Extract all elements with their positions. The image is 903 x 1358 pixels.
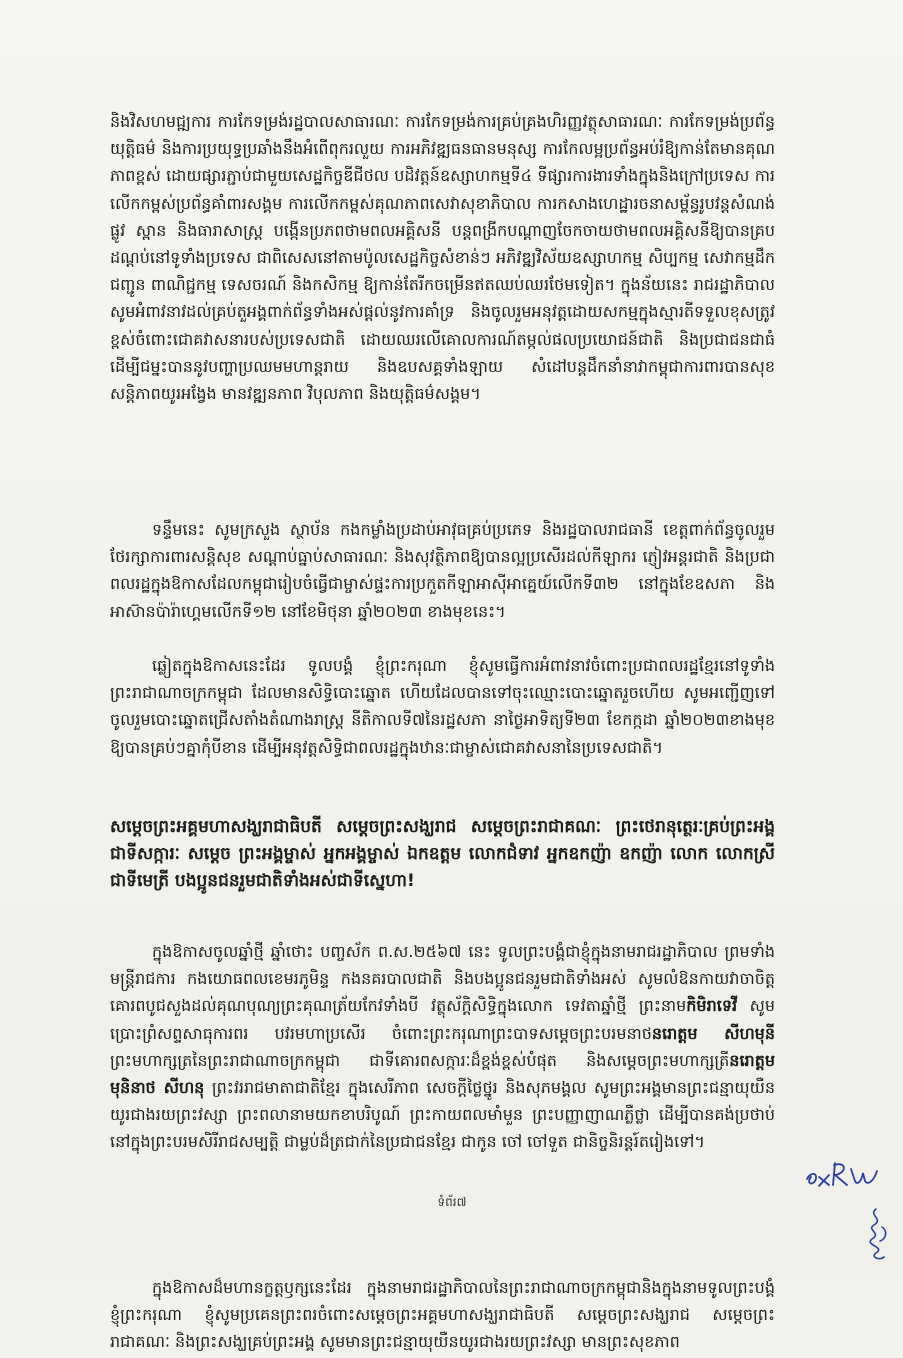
paragraph-5-part-a: ក្នុងឱកាសចូលឆ្នាំថ្មី ឆ្នាំថោះ បញ្ចស័ក ព.ស.២៥៦៧ នេះ ទូលព្រះបង្គំជាខ្ញុំក្នុងនាមរាជរដ្ឋាភិបាល ព្រមទាំងមន្ត្រីរាជការ កងយោធពលខេមរភូមិន្ទ កងនគរបាលជាតិ និងបងប្អូនជនរួមជាតិទាំងអស់ សូមលំឱនកាយវាចាចិត្ត គោរពបូជសួងដល់គុណបុណ្យព្រះគុណត្រ័យកែវទាំងបី វត្ថុស័ក្តិសិទ្ធិក្នុងលោក ទេវតាឆ្នាំថ្មី ព្រះនាម: [110, 942, 775, 1016]
signature-mark: [862, 1205, 892, 1265]
handwritten-initials: [803, 1155, 883, 1191]
paragraph-5: [110, 938, 775, 1274]
queen-mother-name: នរោត្តម មុនិនាថ សីហនុ: [110, 1050, 775, 1098]
paragraph-5-part-b: សូមប្រោះព្រំសព្ទសាធុការពរ បវរមហាប្រសើរ ចំពោះព្រះករុណាព្រះបាទសម្ដេចព្រះបរមនាថ: [110, 996, 775, 1043]
paragraph-6: ក្នុងឱកាសដ៏មហានក្ខត្តឫក្សនេះដែរ ក្នុងនាមរាជរដ្ឋាភិបាលនៃព្រះរាជាណាចក្រកម្ពុជានិងក្នុងនាមទូលព្រះបង្គំ ខ្ញុំព្រះករុណា ខ្ញុំសូមប្រគេនព្រះពរចំពោះសម្ដេចព្រះអគ្គមហាសង្ឃរាជាធិបតី សម្ដេចព្រះសង្ឃរាជ សម្ដេចព្រះរាជាគណៈ និងព្រះសង្ឃគ្រប់ព្រះអង្គ សូមមានព្រះជន្មាយុយឺនយូរជាងរយព្រះវស្សា មានព្រះសុខភាព: [110, 1278, 775, 1352]
paragraph-3: ឆ្លៀតក្នុងឱកាសនេះដែរ ទូលបង្គំ ខ្ញុំព្រះករុណា ខ្ញុំសូមធ្វើការអំពាវនាវចំពោះប្រជាពលរដ្ឋខ្មែរនៅទូទាំងព្រះរាជាណាចក្រកម្ពុជា ដែលមានសិទ្ធិបោះឆ្នោត ហើយដែលបានទៅចុះឈ្មោះបោះឆ្នោតរួចហើយ សូមអញ្ជើញទៅចូលរួមបោះឆ្នោតជ្រើសតាំងតំណាងរាស្ត្រ នីតិកាលទី៧នៃរដ្ឋសភា នាថ្ងៃអាទិត្យទី២៣ ខែកក្កដា ឆ្នាំ២០២៣ខាងមុខ ឱ្យបានគ្រប់ៗគ្នាកុំបីខាន ដើម្បីអនុវត្តសិទ្ធិជាពលរដ្ឋក្នុងឋានៈជាម្ចាស់ជោគវាសនានៃប្រទេសជាតិ។: [110, 656, 775, 757]
salutation-paragraph: សម្ដេចព្រះអគ្គមហាសង្ឃរាជាធិបតី សម្ដេចព្រះសង្ឃរាជ សម្ដេចព្រះរាជាគណៈ ព្រះថេរានុត្ថេរៈគ្រប់ព្រះអង្គ ជាទីសក្ការៈ សម្ដេច ព្រះអង្គម្ចាស់ អ្នកអង្គម្ចាស់ ឯកឧត្តម លោកជំទាវ អ្នកឧកញ៉ា ឧកញ៉ា លោក លោកស្រី ជាទីមេត្រី បងប្អូនជនរួមជាតិទាំងអស់ជាទីស្នេហា!: [110, 817, 775, 891]
king-name: នរោត្តម សីហមុនី: [651, 1023, 775, 1043]
document-body: [110, 108, 775, 1358]
paragraph-2: ទន្ទឹមនេះ សូមក្រសួង ស្ថាប័ន កងកម្លាំងប្រដាប់អាវុធគ្រប់ប្រភេទ និងរដ្ឋបាលរាជធានី ខេត្តពាក់ព័ន្ធចូលរួមថែរក្សាការពារសន្តិសុខ សណ្ដាប់ធ្នាប់សាធារណៈ និងសុវត្ថិភាពឱ្យបានល្អប្រសើរដល់កីឡាករ ភ្ញៀវអន្តរជាតិ និងប្រជាពលរដ្ឋក្នុងឱកាសដែលកម្ពុជារៀបចំធ្វើជាម្ចាស់ផ្ទះការប្រកួតកីឡាអាស៊ីអាគ្នេយ៍លើកទី៣២ នៅក្នុងខែឧសភា និងអាស៊ានប៉ារ៉ាហ្គេមលើកទី១២ នៅខែមិថុនា ឆ្នាំ២០២៣ ខាងមុខនេះ។: [110, 520, 775, 621]
paragraph-5-part-d: ព្រះវររាជមាតាជាតិខ្មែរ ក្នុងសេរីភាព សេចក្ដីថ្លៃថ្នូរ និងសុភមង្គល សូមព្រះអង្គមានព្រះជន្មាយុយឺនយូរជាងរយព្រះវស្សា ព្រះពលានាមយកខាបរិបូណ៍ ព្រះកាយពលមាំមួន ព្រះបញ្ញាញាណភ្លឺថ្លា ដើម្បីបានគង់ប្រថាប់នៅក្នុងព្រះបរមសិរីរាជសម្បត្តិ ជាម្លប់ដ៏ត្រជាក់នៃប្រជាជនខ្មែរ ជាកូន ចៅ ចៅទួត ជានិច្ចនិរន្តរ៍តរៀងទៅ។: [110, 1078, 775, 1152]
signature-stroke: [870, 1209, 885, 1259]
paragraph-1: និងវិសហមជ្ឍការ ការកែទម្រង់រដ្ឋបាលសាធារណៈ ការកែទម្រង់ការគ្រប់គ្រងហិរញ្ញវត្ថុសាធារណៈ ការកែទម្រង់ប្រព័ន្ធយុត្តិធម៌ និងការប្រយុទ្ធប្រឆាំងនឹងអំពើពុករលួយ ការអភិវឌ្ឍធនធានមនុស្ស ការកែលម្អប្រព័ន្ធអប់រំឱ្យកាន់តែមានគុណភាពខ្ពស់ ដោយផ្សារភ្ជាប់ជាមួយសេដ្ឋកិច្ចឌីជីថល បដិវត្តន៍ឧស្សាហកម្មទី៤ ទីផ្សារការងារទាំងក្នុងនិងក្រៅប្រទេស ការលើកកម្ពស់ប្រព័ន្ធគាំពារសង្គម ការលើកកម្ពស់គុណភាពសេវាសុខាភិបាល ការកសាងហេដ្ឋារចនាសម្ព័ន្ធរូបវន្តសំណង់ ផ្លូវ ស្ពាន និងធារាសាស្ត្រ បង្កើនប្រភពថាមពលអគ្គិសនី បន្តពង្រីកបណ្ដាញចែកចាយថាមពលអគ្គិសនីឱ្យបានគ្របដណ្ដប់នៅទូទាំងប្រទេស ជាពិសេសនៅតាមប៉ូលសេដ្ឋកិច្ចសំខាន់ៗ អភិវឌ្ឍវិស័យឧស្សាហកម្ម សិប្បកម្ម សេវាកម្មដឹកជញ្ជូន ពាណិជ្ជកម្ម ទេសចរណ៍ និងកសិកម្ម ឱ្យកាន់តែរីកចម្រើនឥតឈប់ឈរថែមទៀត។ ក្នុងន័យនេះ រាជរដ្ឋាភិបាលសូមអំពាវនាវដល់គ្រប់តួអង្គពាក់ព័ន្ធទាំងអស់ផ្ដល់នូវការគាំទ្រ និងចូលរួមអនុវត្តដោយសកម្មក្នុងស្មារតីទទួលខុសត្រូវខ្ពស់ចំពោះជោគវាសនារបស់ប្រទេសជាតិ ដោយឈរលើគោលការណ៍តម្កល់ផលប្រយោជន៍ជាតិ និងប្រជាជនជាធំ ដើម្បីជម្នះបាននូវបញ្ហាប្រឈមមហាន្តរាយ និងឧបសគ្គទាំងឡាយ សំដៅបន្តដឹកនាំនាវាកម្ពុជាការពារបានសុខសន្តិភាពយូរអង្វែង មានវឌ្ឍនភាព វិបុលភាព និងយុត្តិធម៌សង្គម។: [110, 112, 775, 404]
initials-stroke: [807, 1163, 877, 1186]
deity-name: កិមិរាទេវី: [686, 996, 738, 1016]
paragraph-5-part-c: ព្រះមហាក្សត្រនៃព្រះរាជាណាចក្រកម្ពុជា ជាទីគោរពសក្ការៈដ៏ខ្ពង់ខ្ពស់បំផុត និងសម្ដេចព្រះមហាក្សត្រី: [110, 1050, 730, 1070]
page-number: ទំព័រ៧: [437, 1195, 467, 1209]
